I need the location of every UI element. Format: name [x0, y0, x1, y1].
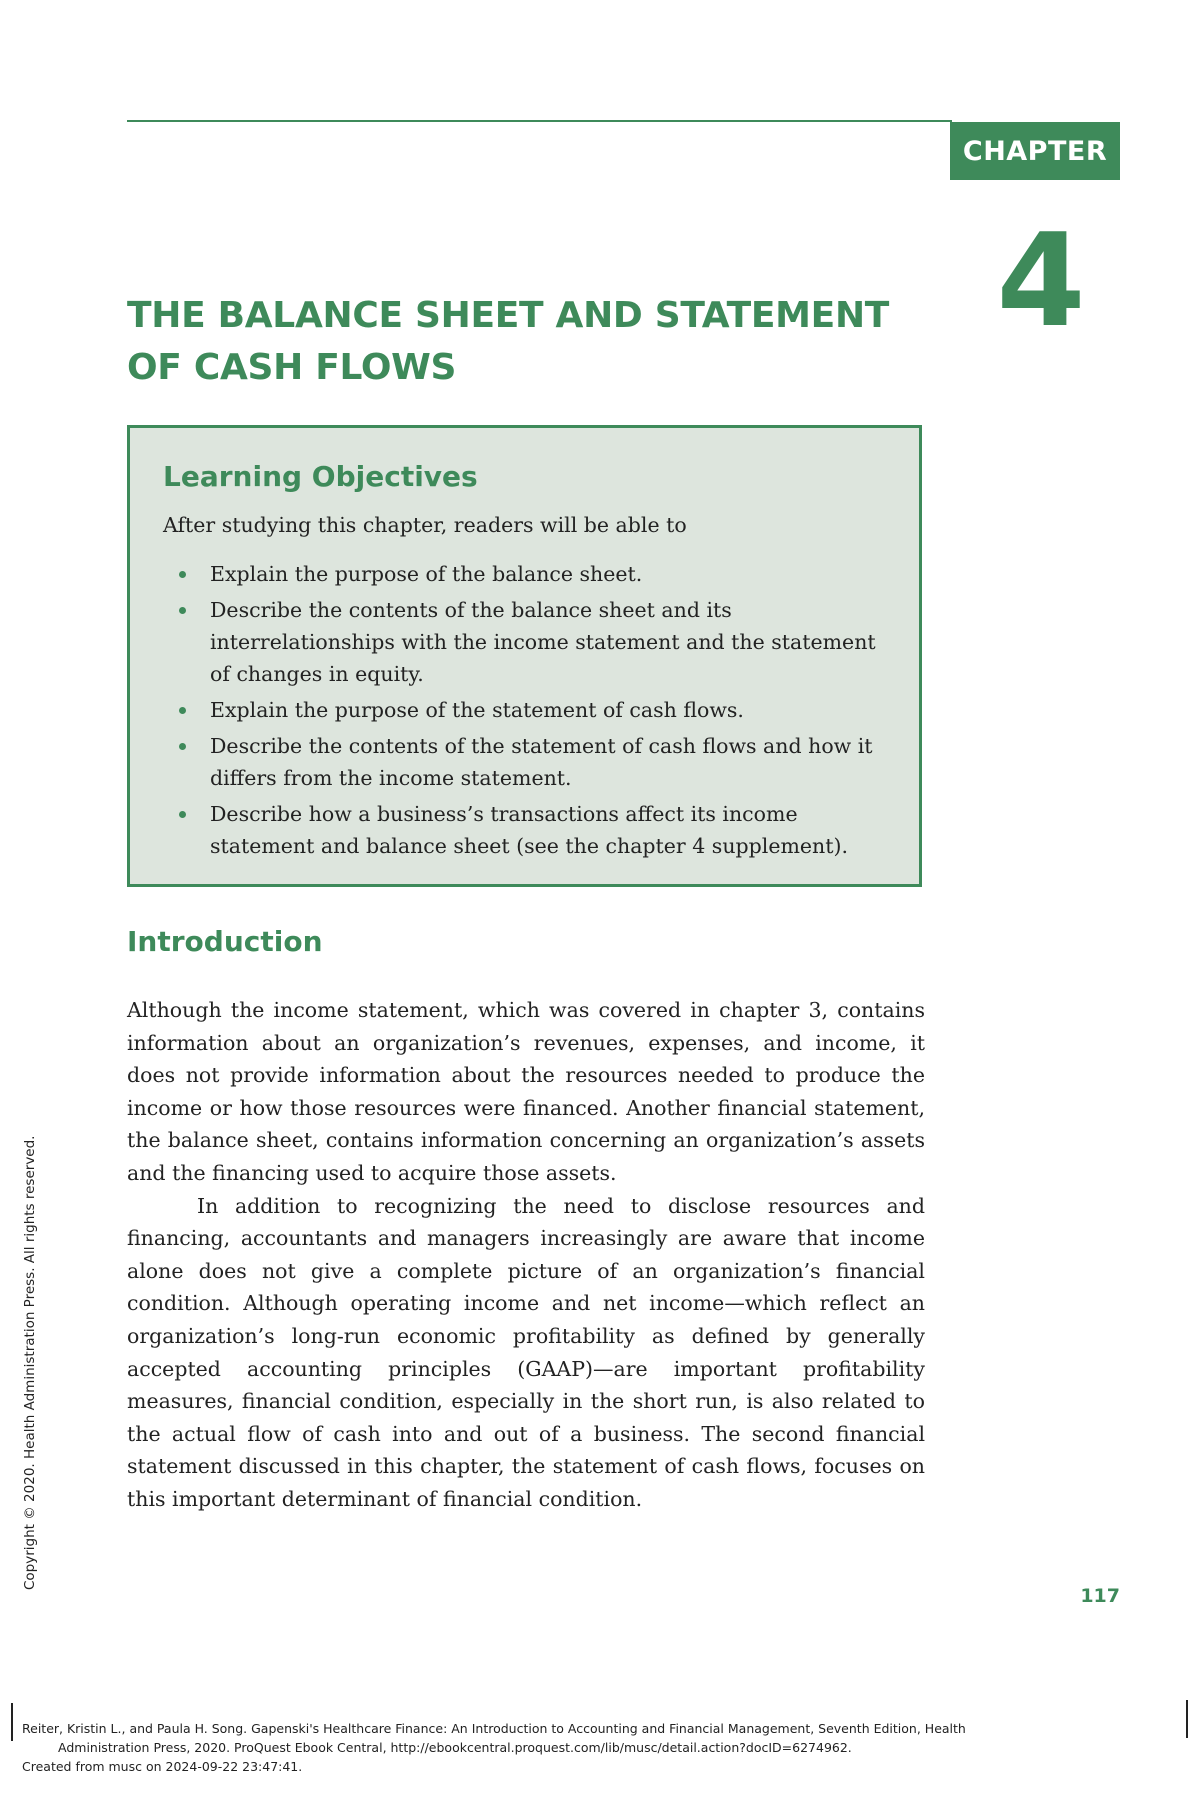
introduction-body	[127, 994, 925, 1516]
learning-objectives-list	[163, 558, 885, 862]
margin-mark-right	[1186, 1700, 1188, 1738]
chapter-label: CHAPTER	[950, 122, 1120, 180]
bullet-icon	[179, 811, 186, 818]
footer-created-line: Created from musc on 2024-09-22 23:47:41.	[22, 1759, 303, 1774]
objective-text: Describe how a business’s transactions affect its income statement and balance sheet (see the chapter 4 supplement).	[210, 802, 848, 858]
top-rule	[127, 120, 952, 122]
body-paragraph: In addition to recognizing the need to disclose resources and financing, accountants and managers increasingly are aware that income alone does not give a complete picture of an organization’s financial condition. Although operating income and net income—which reflect an organization’s long-run economic profitability as defined by generally accepted accounting principles (GAAP)—are important profitability measures, financial condition, especially in the short run, is also related to the actual flow of cash into and out of a business. The second financial statement discussed in this chapter, the statement of cash flows, focuses on this important determinant of financial condition.	[127, 1193, 925, 1511]
margin-mark-left	[11, 1703, 13, 1741]
page-number: 117	[1080, 1585, 1120, 1607]
objective-item	[163, 594, 885, 690]
introduction-heading: Introduction	[127, 925, 323, 958]
chapter-number: 4	[996, 207, 1086, 356]
footer-citation-line-2: Administration Press, 2020. ProQuest Ebook Central, http://ebookcentral.proquest.com/lib/musc/detail.action?docID=6274962.	[58, 1740, 852, 1755]
bullet-icon	[179, 571, 186, 578]
learning-objectives-intro: After studying this chapter, readers will be able to	[163, 513, 687, 537]
footer-citation-line-1: Reiter, Kristin L., and Paula H. Song. Gapenski's Healthcare Finance: An Introduction to Accounting and Financial Management, Seventh Edition, Health	[22, 1721, 966, 1736]
objective-text: Explain the purpose of the statement of cash flows.	[210, 698, 744, 722]
body-paragraph: Although the income statement, which was covered in chapter 3, contains information about an organization’s revenues, expenses, and income, it does not provide information about the resources needed to produce the income or how those resources were financed. Another financial statement, the balance sheet, contains information concerning an organization’s assets and the financing used to acquire those assets.	[127, 998, 925, 1185]
objective-item	[163, 730, 885, 794]
bullet-icon	[179, 707, 186, 714]
objective-text: Describe the contents of the statement of cash flows and how it differs from the income statement.	[210, 734, 873, 790]
learning-objectives-box	[127, 425, 922, 887]
bullet-icon	[179, 743, 186, 750]
chapter-title: THE BALANCE SHEET AND STATEMENT OF CASH FLOWS	[127, 295, 890, 388]
objective-text: Explain the purpose of the balance sheet.	[210, 562, 643, 586]
side-copyright-notice: Copyright © 2020. Health Administration Press. All rights reserved.	[22, 1135, 38, 1590]
objective-text: Describe the contents of the balance sheet and its interrelationships with the income statement and the statement of changes in equity.	[210, 598, 876, 686]
objective-item	[163, 694, 885, 726]
learning-objectives-heading: Learning Objectives	[163, 460, 478, 493]
objective-item	[163, 798, 885, 862]
bullet-icon	[179, 607, 186, 614]
objective-item	[163, 558, 885, 590]
